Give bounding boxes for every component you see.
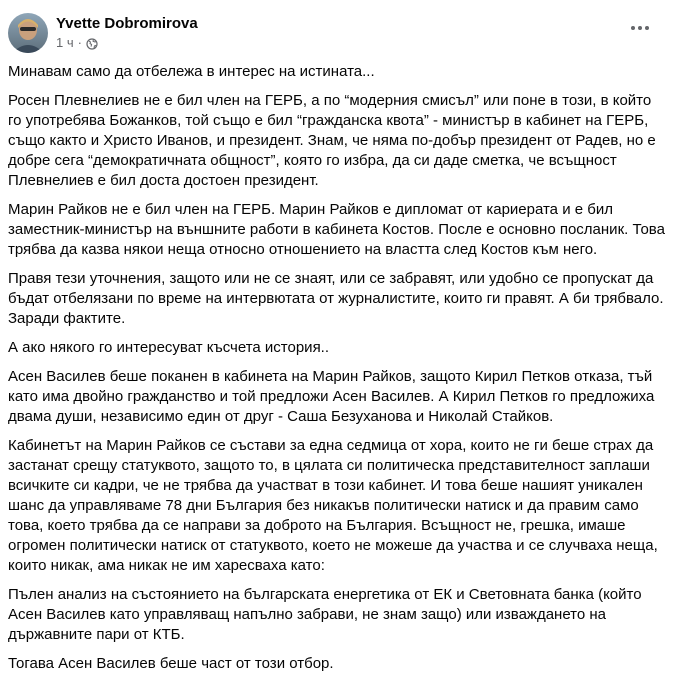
more-dot (645, 26, 649, 30)
more-dot (631, 26, 635, 30)
post-paragraph-8: Пълен анализ на състоянието на българската енергетика от ЕК и Световната банка (който Асен Василев като управляващ напълно забрави, не знам защо) или изваждането на държавните пари от КТБ. (8, 586, 642, 643)
post-subline (56, 34, 198, 52)
author-avatar[interactable] (8, 13, 48, 53)
more-dot (638, 26, 642, 30)
post-paragraph-3: Марин Райков не е бил член на ГЕРБ. Марин Райков е дипломат от кариерата и е бил заместник-министър на външните работи в кабинета Костов. После е основно посланик. Това трябва да казва някои неща относно отношението на властта след Костов към него. (8, 201, 665, 258)
post-header (8, 12, 198, 54)
separator-dot: · (77, 35, 82, 50)
post-body (8, 62, 665, 683)
post-paragraph-9: Тогава Асен Василев беше част от този отбор. (8, 655, 334, 672)
post-paragraph-5: А ако някого го интересуват късчета история.. (8, 339, 330, 356)
more-options-icon[interactable] (625, 18, 655, 38)
post-meta (56, 14, 198, 52)
post-paragraph-2: Росен Плевнелиев не е бил член на ГЕРБ, а по “модерния смисъл” или поне в този, в който го употребява Божанков, той също е бил “гражданска квота” - министър в кабинет на ГЕРБ, също както и Христо Иванов, и президент. Знам, че няма по-добър президент от Радев, но е добре сега “демократичната общност”, която го избра, да си даде сметка, че всъщност Плевнелиев е бил доста достоен президент. (8, 92, 656, 189)
author-name[interactable]: Yvette Dobromirova (56, 15, 198, 32)
post-time[interactable]: 1 ч (56, 35, 74, 50)
post-paragraph-7: Кабинетът на Марин Райков се състави за една седмица от хора, които не ги беше страх да застанат срещу статуквото, защото то, в цялата си политическа представителност заплаши всичките си кадри, че не трябва да участват в този кабинет. И това беше нашият уникален шанс да управляваме 78 дни България без никакъв политически натиск и да правим само това, което трябва да се направи за доброто на България. Всъщност не, грешка, имаше огромен политически натиск от статуквото, което не можеше да участва и се случваха неща, които никак, ама никак не им харесваха като: (8, 437, 658, 574)
avatar-image (8, 13, 48, 53)
post-paragraph-4: Правя тези уточнения, защото или не се знаят, или се забравят, или удобно се пропускат да бъдат отбелязани по време на интервютата от журналистите, които ги правят. А би трябвало. Заради фактите. (8, 270, 664, 327)
post-paragraph-6: Асен Василев беше поканен в кабинета на Марин Райков, защото Кирил Петков отказа, тъй като има двойно гражданство и той предложи Асен Василев. А Кирил Петков го предложиха двама души, независимо един от друг - Саша Безуханова и Николай Стайков. (8, 368, 655, 425)
globe-icon[interactable] (86, 37, 98, 49)
post-paragraph-1: Минавам само да отбележа в интерес на истината... (8, 63, 375, 80)
